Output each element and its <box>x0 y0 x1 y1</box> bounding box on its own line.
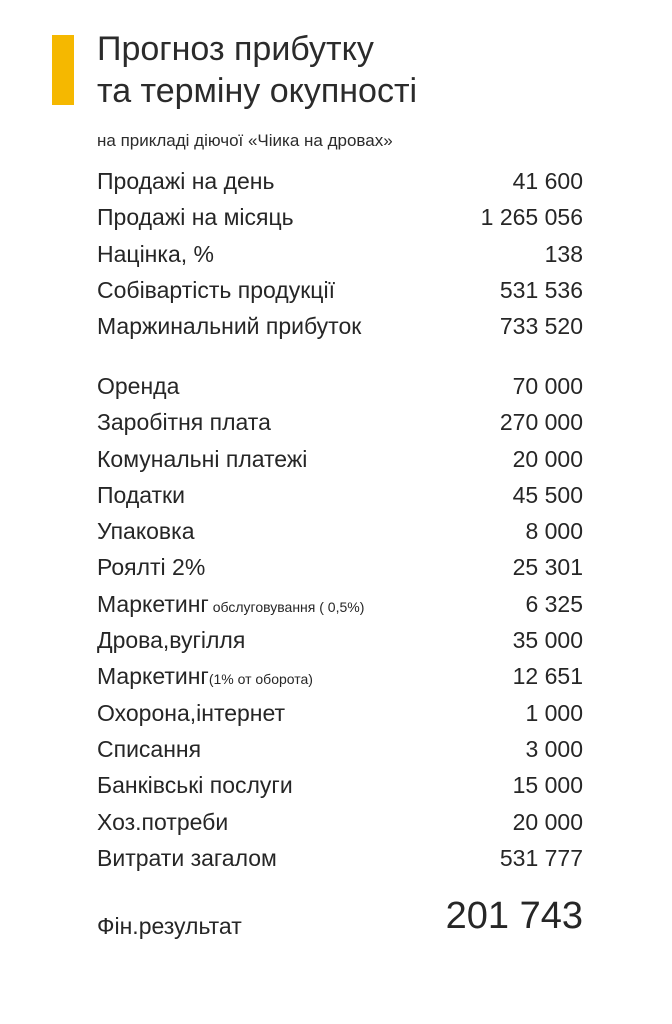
row-label: Продажі на місяць <box>97 204 294 231</box>
row-value: 531 777 <box>499 844 583 871</box>
row-value: 41 600 <box>512 168 583 194</box>
row-label: Банківські послуги <box>97 772 293 799</box>
financial-result <box>97 895 583 955</box>
row-label: Списання <box>97 735 202 762</box>
row-value: 531 536 <box>499 276 583 303</box>
table-row <box>97 308 583 344</box>
row-label: Націнка, % <box>97 240 214 267</box>
row-label: Маркетинг обслуговування ( 0,5%) <box>97 590 365 617</box>
row-value: 12 651 <box>512 663 583 690</box>
row-value: 1 265 056 <box>480 204 583 231</box>
table-row <box>97 272 583 308</box>
table-row <box>97 549 583 585</box>
row-label: Заробітня плата <box>97 409 271 436</box>
table-row <box>97 586 583 622</box>
row-label: Витрати загалом <box>97 844 277 871</box>
row-value: 20 000 <box>512 808 583 835</box>
row-value: 8 000 <box>525 518 583 545</box>
row-label: Маркетинг(1% от оборота) <box>97 663 313 690</box>
row-value: 35 000 <box>512 627 583 654</box>
row-value: 138 <box>544 240 583 267</box>
row-label: Собівартість продукції <box>97 276 335 303</box>
table-row <box>97 622 583 658</box>
expenses-table <box>97 368 583 876</box>
row-label: Упаковка <box>97 518 195 545</box>
result-label: Фін.результат <box>97 913 242 939</box>
row-label: Продажі на день <box>97 168 275 194</box>
sales-table <box>97 163 583 344</box>
table-row <box>97 695 583 731</box>
row-label: Дрова,вугілля <box>97 627 246 654</box>
table-row <box>97 804 583 840</box>
table-row <box>97 404 583 440</box>
page-title <box>97 28 417 112</box>
table-row <box>97 199 583 235</box>
row-label: Комунальні платежі <box>97 445 308 472</box>
row-value: 3 000 <box>525 735 583 762</box>
table-row <box>97 731 583 767</box>
row-value: 6 325 <box>525 590 583 617</box>
subtitle: на прикладі діючої «Чіика на дровах» <box>97 131 393 150</box>
table-row <box>97 368 583 404</box>
row-value: 270 000 <box>499 409 583 436</box>
table-row <box>97 658 583 694</box>
row-value: 25 301 <box>512 554 583 581</box>
table-row <box>97 163 583 199</box>
row-value: 70 000 <box>512 373 583 399</box>
title-line-2: та терміну окупності <box>97 72 418 110</box>
row-value: 45 500 <box>512 481 583 508</box>
row-label: Оренда <box>97 373 180 399</box>
row-label: Роялті 2% <box>97 554 206 581</box>
table-row <box>97 513 583 549</box>
table-row <box>97 840 583 876</box>
accent-bar <box>52 35 74 105</box>
row-label: Маржинальний прибуток <box>97 313 362 340</box>
row-value: 15 000 <box>512 772 583 799</box>
table-row <box>97 477 583 513</box>
title-line-1: Прогноз прибутку <box>97 30 374 68</box>
table-row <box>97 767 583 803</box>
row-value: 20 000 <box>512 445 583 472</box>
row-label: Хоз.потреби <box>97 808 229 835</box>
row-label: Податки <box>97 481 185 508</box>
row-label: Охорона,інтернет <box>97 699 286 726</box>
table-row <box>97 441 583 477</box>
table-row <box>97 236 583 272</box>
row-value: 733 520 <box>499 313 583 340</box>
result-value: 201 743 <box>445 895 583 937</box>
row-value: 1 000 <box>525 699 583 726</box>
